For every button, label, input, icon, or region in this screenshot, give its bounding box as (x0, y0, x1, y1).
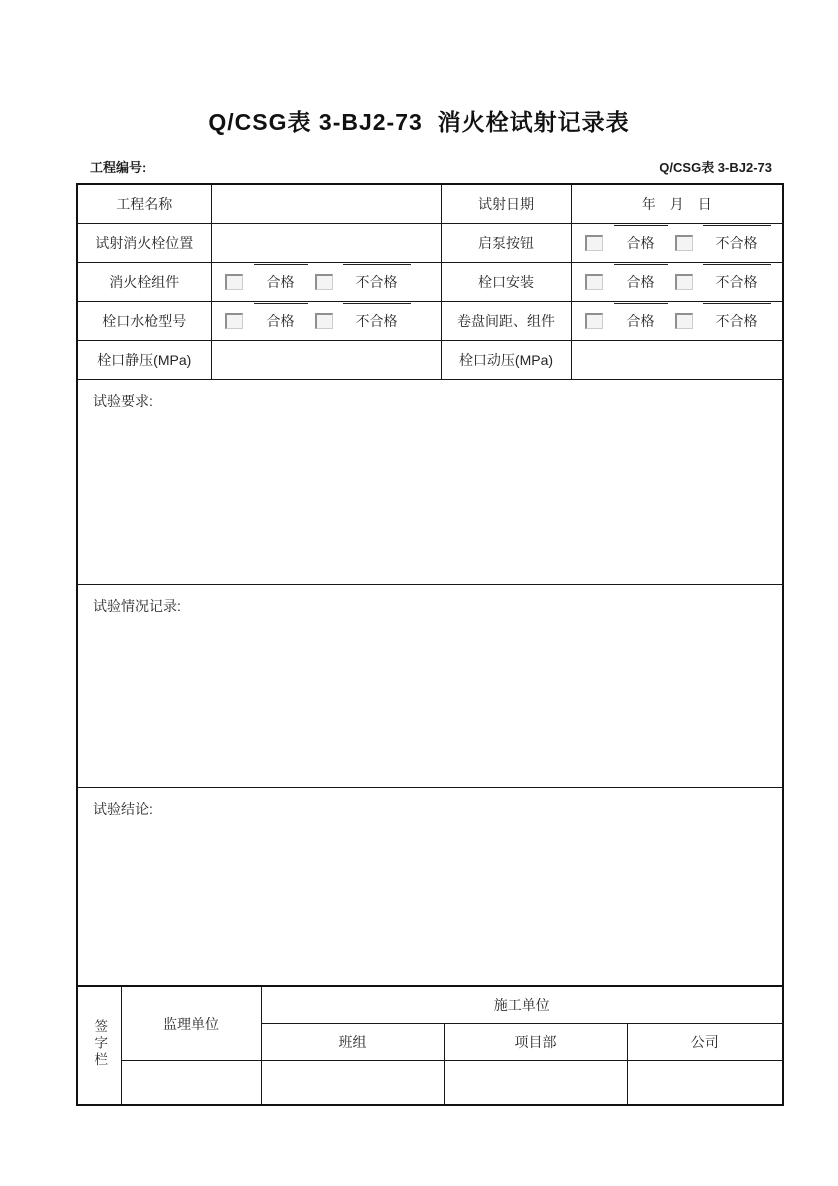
pass-label: 合格 (614, 311, 668, 331)
signature-column-label: 签字栏 (92, 1019, 108, 1069)
form-code: Q/CSG表 3-BJ2-73 (659, 160, 772, 175)
pass-label: 合格 (614, 272, 668, 292)
test-requirements-label: 试验要求: (93, 393, 153, 409)
pass-label: 合格 (254, 272, 308, 292)
reel-spacing-label: 卷盘间距、组件 (441, 302, 571, 341)
hydrant-components-label: 消火栓组件 (77, 263, 211, 302)
pass-checkbox[interactable] (585, 235, 603, 251)
hydrant-location-label: 试射消火栓位置 (77, 224, 211, 263)
test-date-value[interactable]: 年 月 日 (571, 184, 783, 224)
table-row (77, 788, 783, 987)
project-dept-signature-cell[interactable] (444, 1061, 627, 1106)
checkbox-group (212, 302, 441, 340)
supervisor-header: 监理单位 (121, 986, 261, 1061)
team-header: 班组 (261, 1024, 444, 1061)
table-row (77, 341, 783, 380)
fail-checkbox[interactable] (315, 274, 333, 290)
pass-checkbox[interactable] (225, 274, 243, 290)
company-header: 公司 (627, 1024, 783, 1061)
table-row (77, 1061, 783, 1106)
hydrant-test-info-table (76, 183, 784, 987)
contractor-header: 施工单位 (261, 986, 783, 1024)
fail-label: 不合格 (703, 233, 771, 253)
fail-label: 不合格 (343, 311, 411, 331)
supervisor-signature-cell[interactable] (121, 1061, 261, 1106)
fail-checkbox[interactable] (675, 313, 693, 329)
table-row (77, 224, 783, 263)
table-row (77, 380, 783, 585)
form-title: Q/CSG表 3-BJ2-73 消火栓试射记录表 (208, 109, 630, 135)
test-conclusion-label: 试验结论: (93, 801, 153, 817)
fail-label: 不合格 (343, 272, 411, 292)
test-conclusion-section[interactable] (77, 788, 783, 987)
static-pressure-label: 栓口静压(MPa) (77, 341, 211, 380)
pass-checkbox[interactable] (585, 274, 603, 290)
checkbox-group (212, 263, 441, 301)
fail-checkbox[interactable] (675, 274, 693, 290)
signature-table (76, 985, 784, 1106)
table-row (77, 263, 783, 302)
project-name-value[interactable] (211, 184, 441, 224)
test-record-section[interactable] (77, 585, 783, 788)
team-signature-cell[interactable] (261, 1061, 444, 1106)
outlet-installation-label: 栓口安装 (441, 263, 571, 302)
meta-row (90, 157, 772, 176)
pass-checkbox[interactable] (225, 313, 243, 329)
table-row (77, 184, 783, 224)
table-row (77, 986, 783, 1024)
checkbox-group (572, 263, 783, 301)
pass-label: 合格 (254, 311, 308, 331)
table-row (77, 302, 783, 341)
form-body (76, 183, 782, 1106)
project-dept-header: 项目部 (444, 1024, 627, 1061)
checkbox-group (572, 302, 783, 340)
project-name-label: 工程名称 (77, 184, 211, 224)
fail-checkbox[interactable] (675, 235, 693, 251)
test-requirements-section[interactable] (77, 380, 783, 585)
fail-label: 不合格 (703, 311, 771, 331)
test-date-label: 试射日期 (441, 184, 571, 224)
outlet-installation-result (571, 263, 783, 302)
pass-label: 合格 (614, 233, 668, 253)
nozzle-model-label: 栓口水枪型号 (77, 302, 211, 341)
checkbox-group (572, 224, 783, 262)
table-row (77, 585, 783, 788)
hydrant-location-value[interactable] (211, 224, 441, 263)
pump-button-label: 启泵按钮 (441, 224, 571, 263)
pass-checkbox[interactable] (585, 313, 603, 329)
reel-spacing-result (571, 302, 783, 341)
pump-button-result (571, 224, 783, 263)
signature-column-header (77, 986, 121, 1105)
fail-checkbox[interactable] (315, 313, 333, 329)
project-number-label: 工程编号: (90, 160, 147, 175)
fail-label: 不合格 (703, 272, 771, 292)
test-record-label: 试验情况记录: (93, 598, 181, 614)
hydrant-components-result (211, 263, 441, 302)
nozzle-model-result (211, 302, 441, 341)
dynamic-pressure-label: 栓口动压(MPa) (441, 341, 571, 380)
dynamic-pressure-value[interactable] (571, 341, 783, 380)
company-signature-cell[interactable] (627, 1061, 783, 1106)
static-pressure-value[interactable] (211, 341, 441, 380)
